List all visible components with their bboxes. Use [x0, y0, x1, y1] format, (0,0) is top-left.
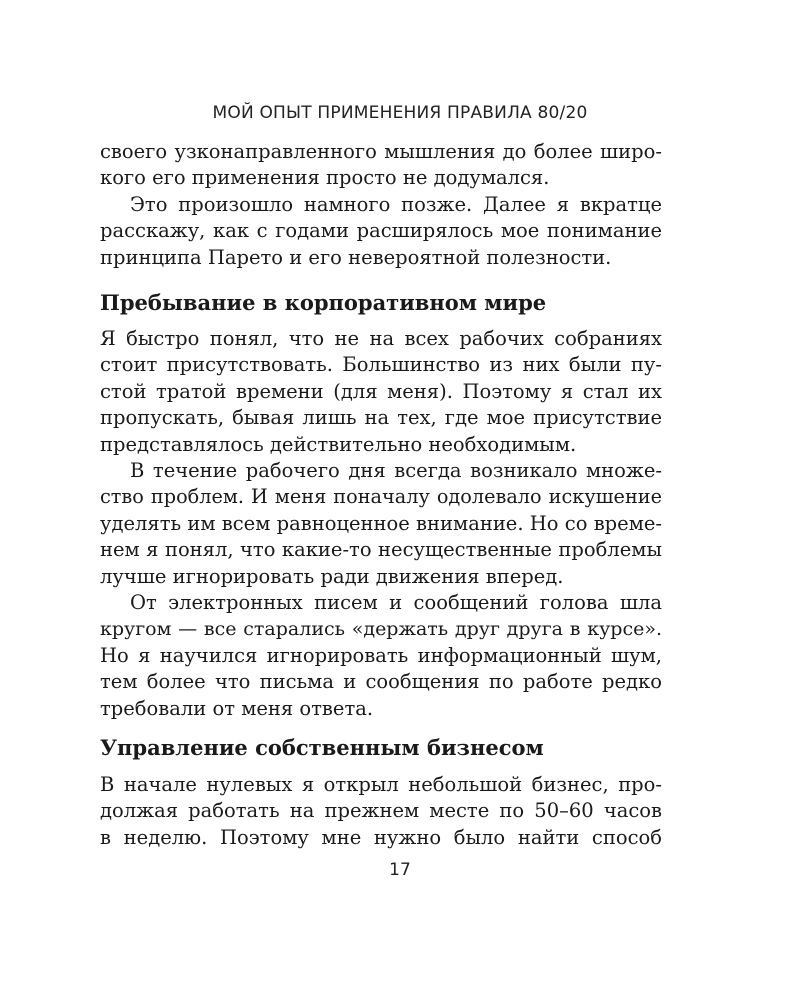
text-line: В течение рабочего дня всегда возникало множе- — [130, 459, 662, 483]
text-line: принципа Парето и его невероятной полезности. — [100, 245, 612, 269]
text-line: расскажу, как с годами расширялось мое понимание — [100, 219, 662, 243]
text-line: Это произошло намного позже. Далее я вкратце — [130, 192, 662, 216]
text-line: От электронных писем и сообщений голова шла — [130, 591, 662, 615]
section1-paragraphs — [100, 326, 662, 722]
text-line: кругом — все старались «держать друг друга в курсе». — [100, 618, 662, 641]
running-head: МОЙ ОПЫТ ПРИМЕНЕНИЯ ПРАВИЛА 80/20 — [212, 103, 588, 123]
text-line: Но я научился игнорировать информационный шум, — [100, 643, 662, 667]
text-line: требовали от меня ответа. — [100, 696, 374, 720]
intro-paragraphs — [100, 139, 662, 271]
section-heading: Управление собственным бизнесом — [100, 735, 544, 760]
text-line: своего узконаправленного мышления до более широ- — [100, 140, 662, 163]
text-line: ство проблем. И меня поначалу одолевало искушение — [100, 485, 662, 509]
text-line: должая работать на прежнем месте по 50–60 часов — [100, 799, 662, 823]
section-heading: Пребывание в корпоративном мире — [100, 290, 547, 315]
text-line: в неделю. Поэтому мне нужно было найти способ — [100, 825, 662, 849]
text-line: лучше игнорировать ради движения вперед. — [100, 564, 564, 588]
text-line: В начале нулевых я открыл небольшой бизнес, про- — [100, 773, 662, 796]
text-line: Я быстро понял, что не на всех рабочих собраниях — [100, 327, 662, 350]
text-line: пропускать, бывая лишь на тех, где мое присутствие — [100, 406, 662, 430]
text-line: уделять им всем равноценное внимание. Но со време- — [100, 511, 662, 535]
text-line: нем я понял, что какие-то несущественные проблемы — [100, 538, 662, 562]
text-line: стоит присутствовать. Большинство из них были пу- — [100, 353, 662, 377]
text-line: тем более что письма и сообщения по работе редко — [100, 670, 662, 694]
text-line: кого его применения просто не додумался. — [100, 166, 550, 190]
text-line: стой тратой времени (для меня). Поэтому я стал их — [100, 379, 662, 403]
page-number: 17 — [389, 860, 411, 880]
text-line: представлялось действительно необходимым. — [100, 432, 577, 456]
section2-paragraphs — [100, 772, 662, 851]
